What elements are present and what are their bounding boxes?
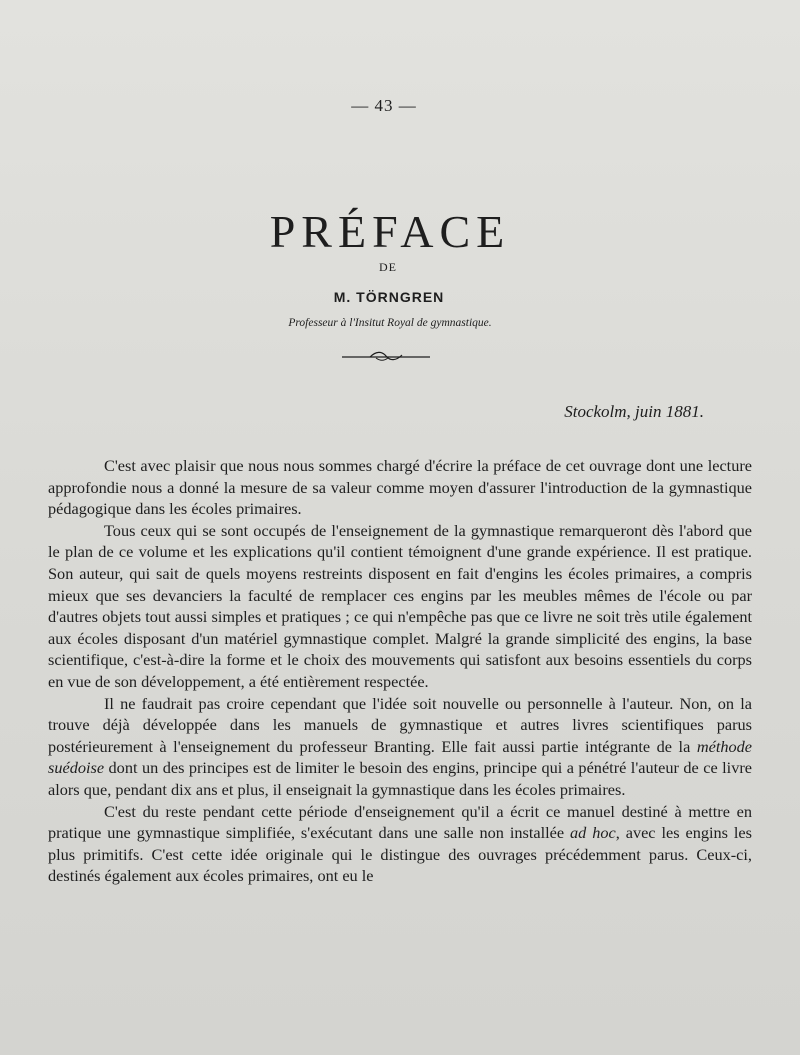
paragraph-4-text-after: , avec les engins les plus primitifs. C'est cette idée originale qui le distingue des ouvrages précédemment parus. Ceux-ci, destinés également aux écoles primaires, ont eu le: [48, 823, 752, 886]
paragraph-3-emphasis: méthode suédoise: [48, 736, 752, 778]
byline-de: DE: [379, 260, 397, 274]
paragraph-2: [48, 520, 752, 693]
body-text: [48, 455, 752, 887]
paragraph-2-text: Tous ceux qui se sont occupés de l'enseignement de la gymnastique remarqueront dès l'abord que le plan de ce volume et les explications qu'il contient témoignent d'une grande expérience. Il est pratique. Son auteur, qui sait de quels moyens restreints disposent en fait d'engins les écoles primaires, a compris mieux que ses devanciers la faculté de remplacer ces engins par les meubles mêmes de l'école ou par d'autres objets tout aussi simples et pratiques ; ce qui n'empêche pas que ce livre ne soit très utile également aux écoles disposant d'un matériel gymnastique complet. Malgré la grande simplicité des engins, la base scientifique, c'est-à-dire la forme et le choix des mouvements qui satisfont aux besoins essentiels du corps en vue de son développement, a été entièrement respectée.: [48, 520, 752, 691]
paragraph-1: [48, 455, 752, 520]
page-number: — 43 —: [351, 96, 417, 115]
page-title: PRÉFACE: [269, 206, 511, 257]
author-affiliation: Professeur à l'Insitut Royal de gymnastique.: [288, 317, 492, 329]
ornament-divider-icon: [340, 349, 432, 363]
dateline: Stockolm, juin 1881.: [564, 402, 704, 421]
paragraph-4-emphasis: ad hoc: [570, 823, 616, 843]
paragraph-4-text-before: C'est du reste pendant cette période d'enseignement qu'il a écrit ce manuel destiné à mettre en pratique une gymnastique simplifiée, s'exécutant dans une salle non installée: [48, 801, 752, 843]
paragraph-4: [48, 801, 752, 887]
paragraph-3: [48, 693, 752, 801]
paragraph-3-text-before: Il ne faudrait pas croire cependant que l'idée soit nouvelle ou personnelle à l'auteur. Non, on la trouve déjà développée dans les manuels de gymnastique et autres livres scientifiques parus postérieurement à l'enseignement du professeur Branting. Elle fait aussi partie intégrante de la: [48, 693, 752, 756]
author-name: M. TÖRNGREN: [333, 289, 445, 305]
paragraph-1-text: C'est avec plaisir que nous nous sommes chargé d'écrire la préface de cet ouvrage dont une lecture approfondie nous a donné la mesure de sa valeur comme moyen d'assurer l'introduction de la gymnastique pédagogique dans les écoles primaires.: [48, 456, 752, 519]
paragraph-3-text-after: dont un des principes est de limiter le besoin des engins, principe qui a pénétré l'auteur de ce livre alors que, pendant dix ans et plus, il enseignait la gymnastique dans les écoles primaires.: [48, 758, 752, 799]
